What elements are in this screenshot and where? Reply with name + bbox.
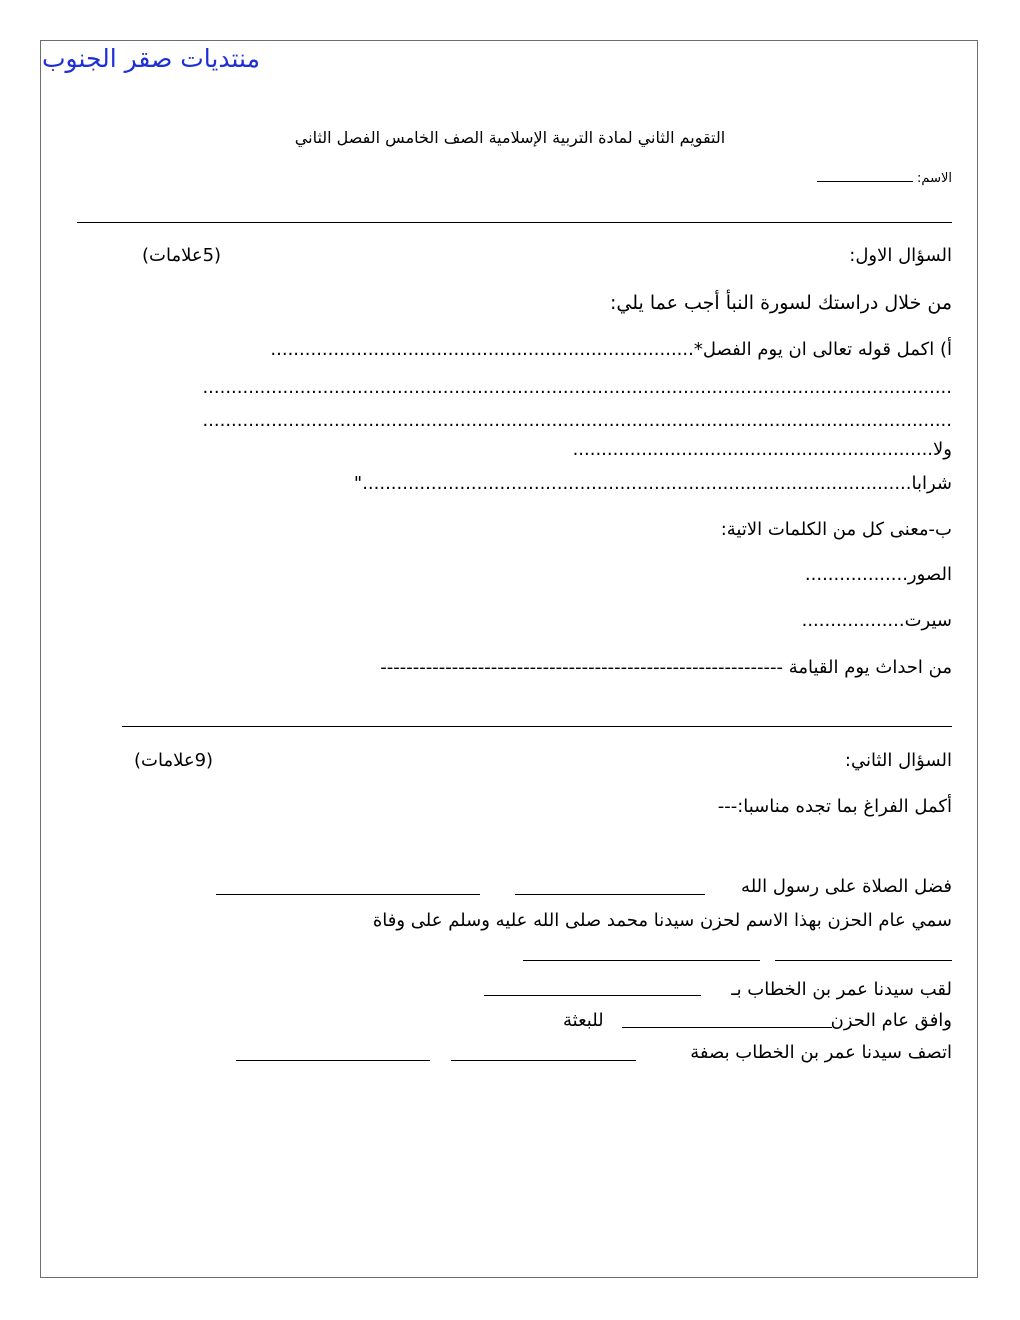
- q2-marks: (9علامات): [134, 750, 214, 771]
- q1-dots-line-1: ...................................................................................................................................: [202, 377, 952, 398]
- q1-heading: السؤال الاول:: [849, 245, 952, 266]
- q2-intro: أكمل الفراغ بما تجده مناسبا:---: [717, 796, 952, 817]
- q2-item-2: سمي عام الحزن بهذا الاسم لحزن سيدنا محمد صلى الله عليه وسلم على وفاة: [372, 910, 952, 931]
- q2-item-1-blank-1: [515, 894, 705, 895]
- q2-heading: السؤال الثاني:: [844, 750, 952, 771]
- q1-marks: (5علامات): [142, 245, 222, 266]
- q2-item-2-blank-1: [775, 960, 952, 961]
- q1-intro: من خلال دراستك لسورة النبأ أجب عما يلي:: [610, 292, 952, 314]
- q1-dots-line-3: ولا...............................................................: [572, 439, 952, 460]
- q2-item-4-blank: [622, 1027, 832, 1028]
- q1-dots-line-4: شرابا................................................................................................": [353, 473, 952, 494]
- name-blank: [817, 173, 913, 182]
- q1-part-a: أ) اكمل قوله تعالى ان يوم الفصل*..........................................................................: [270, 339, 952, 360]
- q2-item-3: لقب سيدنا عمر بن الخطاب بـ: [731, 979, 952, 1000]
- q1-word-1: الصور..................: [804, 564, 952, 585]
- q2-item-2-blank-2: [523, 960, 760, 961]
- q1-word-2: سيرت..................: [801, 610, 952, 631]
- page-title: التقويم الثاني لمادة التربية الإسلامية الصف الخامس الفصل الثاني: [294, 128, 726, 147]
- q2-item-4-end: للبعثة: [563, 1010, 604, 1031]
- name-field: [817, 172, 952, 185]
- q2-item-5-blank-1: [451, 1060, 636, 1061]
- q2-item-3-blank: [484, 995, 701, 996]
- q2-item-5-blank-2: [236, 1060, 430, 1061]
- q2-item-4-start: وافق عام الحزن: [830, 1010, 952, 1031]
- divider-top: [77, 222, 952, 223]
- name-label: الاسم:: [912, 171, 952, 186]
- q2-item-1-blank-2: [216, 894, 480, 895]
- q2-item-5: اتصف سيدنا عمر بن الخطاب بصفة: [690, 1042, 952, 1063]
- divider-middle: [122, 726, 952, 727]
- q1-events: من احداث يوم القيامة --------------------------------------------------------------: [380, 657, 952, 678]
- q2-item-1: فضل الصلاة على رسول الله: [741, 876, 952, 897]
- q1-part-b: ب-معنى كل من الكلمات الاتية:: [720, 519, 952, 540]
- q1-dots-line-2: ...................................................................................................................................: [202, 410, 952, 431]
- forum-logo-text: منتديات صقر الجنوب: [42, 44, 260, 73]
